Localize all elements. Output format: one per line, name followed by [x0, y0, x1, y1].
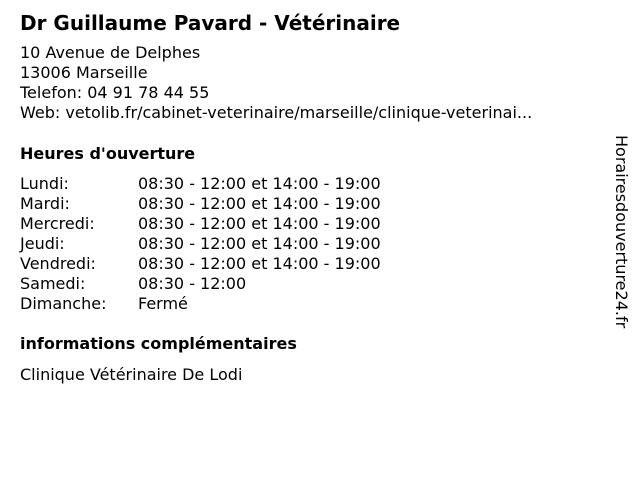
opening-hours-heading: Heures d'ouverture — [20, 144, 196, 163]
website-link[interactable]: Web: vetolib.fr/cabinet-veterinaire/marseille/clinique-veterinai... — [20, 103, 533, 122]
day-label: Mardi: — [20, 194, 70, 213]
day-hours: 08:30 - 12:00 — [138, 274, 247, 293]
hours-row-monday — [20, 174, 381, 194]
business-name: Dr Guillaume Pavard - Vétérinaire — [20, 11, 401, 35]
street-address: 10 Avenue de Delphes — [20, 43, 201, 62]
additional-info-text: Clinique Vétérinaire De Lodi — [20, 365, 243, 384]
hours-row-friday — [20, 254, 381, 274]
city-address: 13006 Marseille — [20, 63, 148, 82]
day-label: Dimanche: — [20, 294, 107, 313]
day-label: Lundi: — [20, 174, 69, 193]
day-label: Vendredi: — [20, 254, 96, 273]
day-hours: 08:30 - 12:00 et 14:00 - 19:00 — [138, 254, 381, 273]
hours-row-tuesday — [20, 194, 381, 214]
day-hours: 08:30 - 12:00 et 14:00 - 19:00 — [138, 194, 381, 213]
phone-number: Telefon: 04 91 78 44 55 — [20, 83, 210, 102]
hours-row-thursday — [20, 234, 381, 254]
additional-info-heading: informations complémentaires — [20, 334, 297, 353]
day-label: Jeudi: — [20, 234, 65, 253]
hours-row-wednesday — [20, 214, 381, 234]
hours-row-sunday — [20, 294, 381, 314]
opening-hours-table — [20, 174, 381, 314]
day-hours: 08:30 - 12:00 et 14:00 - 19:00 — [138, 234, 381, 253]
contact-block — [20, 43, 532, 123]
hours-row-saturday — [20, 274, 381, 294]
site-watermark: Horairesdouverture24.fr — [612, 135, 631, 329]
day-label: Mercredi: — [20, 214, 95, 233]
day-hours: Fermé — [138, 294, 188, 313]
day-hours: 08:30 - 12:00 et 14:00 - 19:00 — [138, 174, 381, 193]
day-hours: 08:30 - 12:00 et 14:00 - 19:00 — [138, 214, 381, 233]
day-label: Samedi: — [20, 274, 86, 293]
